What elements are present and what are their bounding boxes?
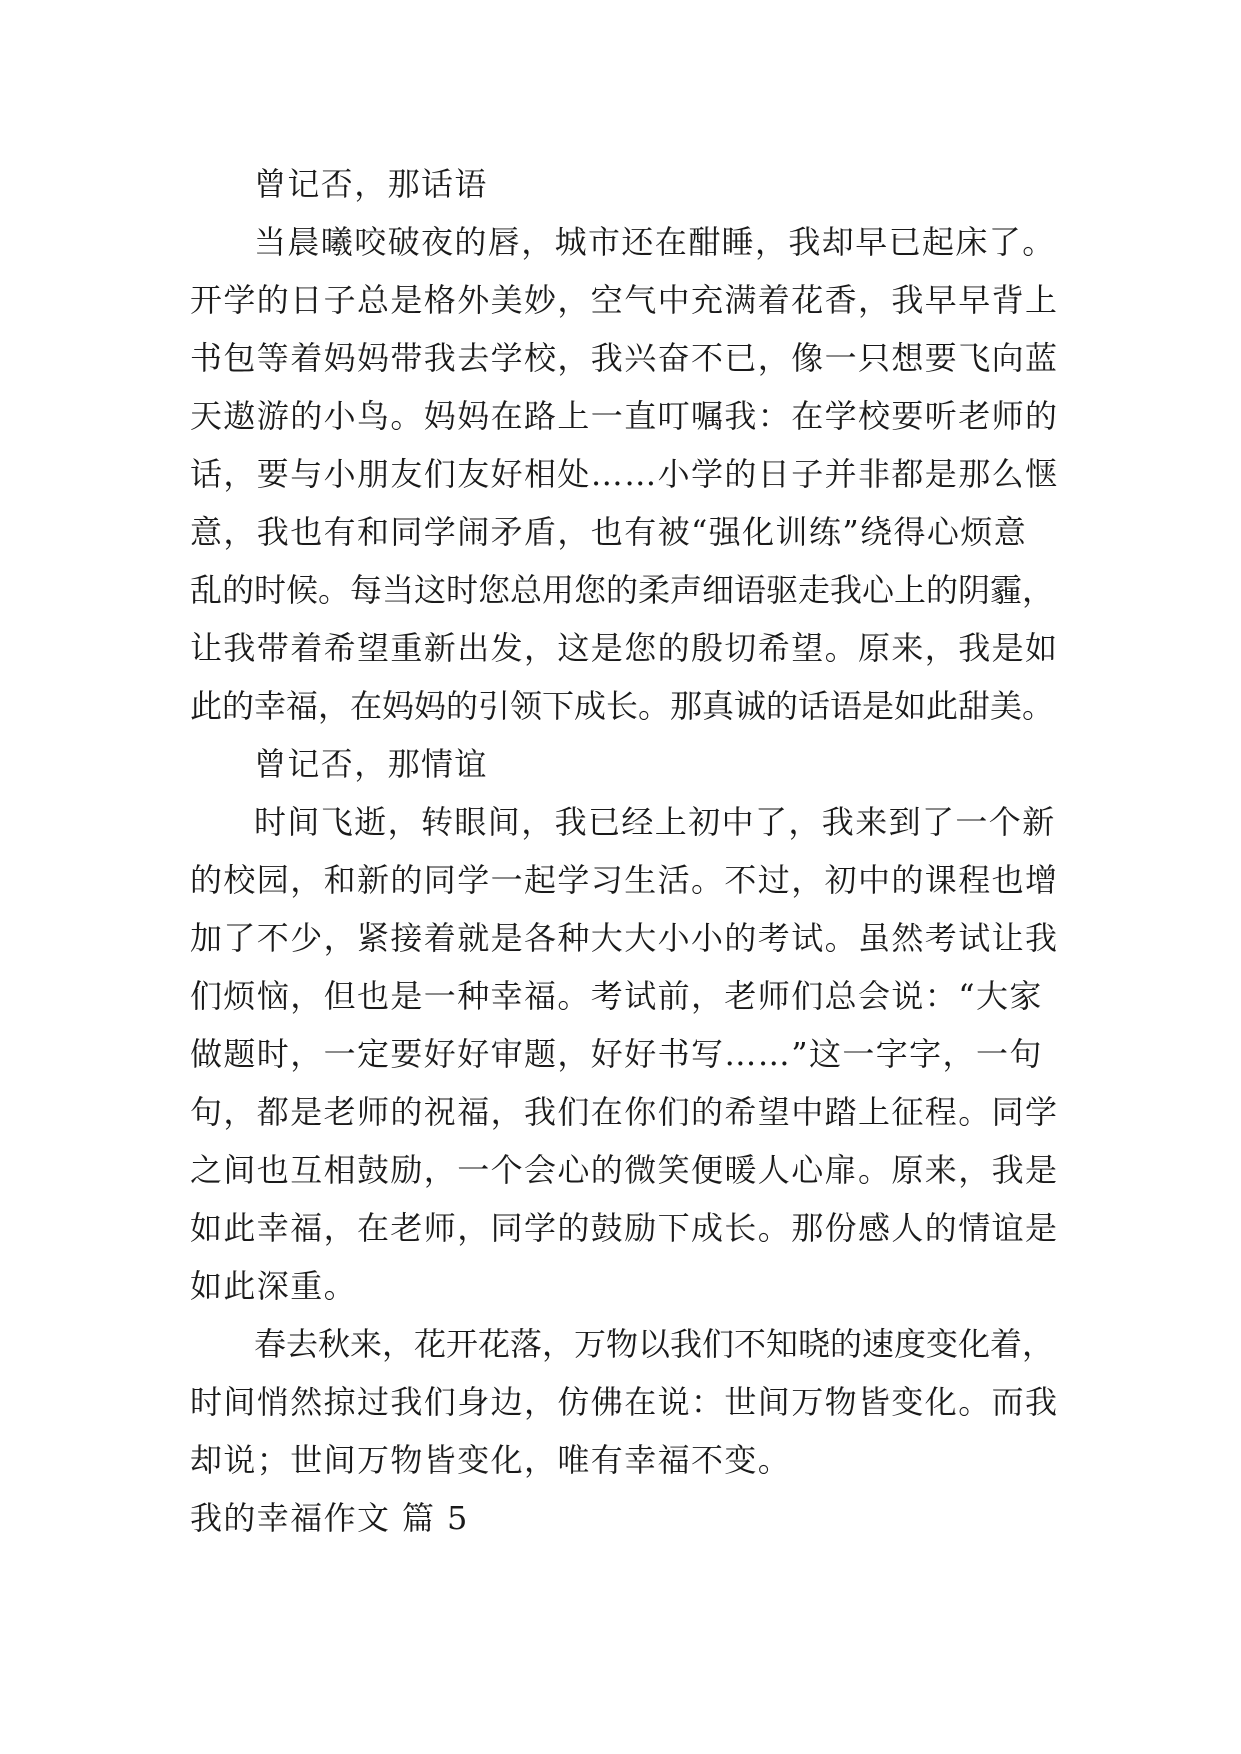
paragraph-line: 的校园，和新的同学一起学习生活。不过，初中的课程也增 [190, 861, 1059, 899]
paragraph-line: 乱的时候。每当这时您总用您的柔声细语驱走我心上的阴霾， [190, 571, 1055, 609]
paragraph-line: 此的幸福，在妈妈的引领下成长。那真诚的话语是如此甜美。 [190, 687, 1055, 725]
section-heading-words: 曾记否，那话语 [254, 165, 488, 203]
paragraph-line: 书包等着妈妈带我去学校，我兴奋不已，像一只想要飞向蓝 [190, 339, 1059, 377]
paragraph-line: 如此幸福，在老师，同学的鼓励下成长。那份感人的情谊是 [190, 1209, 1059, 1247]
section-heading-friendship: 曾记否，那情谊 [254, 745, 488, 783]
paragraph-line: 春去秋来，花开花落，万物以我们不知晓的速度变化着， [254, 1325, 1055, 1363]
paragraph-line: 当晨曦咬破夜的唇，城市还在酣睡，我却早已起床了。 [254, 223, 1056, 261]
paragraph-line: 们烦恼，但也是一种幸福。考试前，老师们总会说：“大家 [190, 977, 1043, 1015]
paragraph-line: 开学的日子总是格外美妙，空气中充满着花香，我早早背上 [190, 281, 1059, 319]
paragraph-line: 天遨游的小鸟。妈妈在路上一直叮嘱我：在学校要听老师的 [190, 397, 1059, 435]
paragraph-line: 意，我也有和同学闹矛盾，也有被“强化训练”绕得心烦意 [190, 513, 1028, 551]
paragraph-line: 如此深重。 [190, 1267, 358, 1305]
paragraph-line: 之间也互相鼓励，一个会心的微笑便暖人心扉。原来，我是 [190, 1151, 1059, 1189]
essay-body [190, 155, 1070, 1547]
paragraph-line: 话，要与小朋友们友好相处……小学的日子并非都是那么惬 [190, 455, 1059, 493]
paragraph-line: 时间飞逝，转眼间，我已经上初中了，我来到了一个新 [254, 803, 1056, 841]
paragraph-line: 让我带着希望重新出发，这是您的殷切希望。原来，我是如 [190, 629, 1059, 667]
paragraph-line: 做题时，一定要好好审题，好好书写……”这一字字，一句 [190, 1035, 1043, 1073]
paragraph-line: 加了不少，紧接着就是各种大大小小的考试。虽然考试让我 [190, 919, 1059, 957]
paragraph-line: 却说；世间万物皆变化，唯有幸福不变。 [190, 1441, 792, 1479]
essay-title: 我的幸福作文 篇 5 [190, 1499, 469, 1537]
paragraph-line: 时间悄然掠过我们身边，仿佛在说：世间万物皆变化。而我 [190, 1383, 1059, 1421]
paragraph-line: 句，都是老师的祝福，我们在你们的希望中踏上征程。同学 [190, 1093, 1059, 1131]
